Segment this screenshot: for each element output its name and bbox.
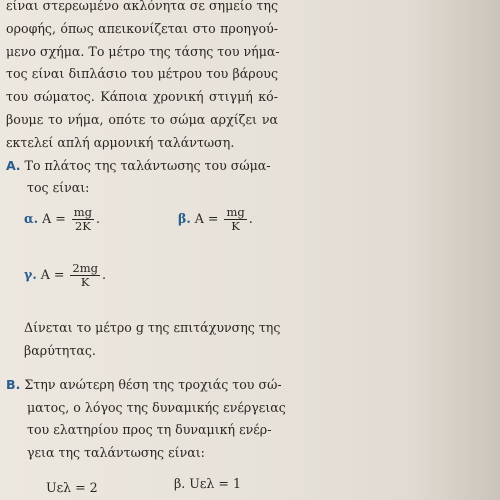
question-text: τος είναι:: [27, 180, 90, 195]
body-text-line: εκτελεί απλή αρμονική ταλάντωση.: [6, 135, 235, 150]
denominator: K: [231, 219, 240, 233]
question-text: Στην ανώτερη θέση της τροχιάς του σώ-: [24, 377, 282, 392]
denominator: 2K: [74, 219, 91, 233]
question-a-heading: [6, 156, 271, 176]
option-lhs: A =: [42, 211, 66, 226]
option-b: [178, 206, 253, 233]
question-b-heading: [6, 375, 282, 395]
option-partial-a: Uελ = 2: [46, 480, 98, 495]
body-text-line: του σώματος. Κάποια χρονική στιγμή κό-: [6, 89, 278, 104]
body-text-line: βουμε το νήμα, οπότε το σώμα αρχίζει να: [6, 112, 278, 127]
denominator: K: [80, 275, 90, 289]
punctuation: .: [248, 211, 253, 226]
numerator: 2mg: [72, 261, 98, 275]
option-lhs: A =: [194, 211, 219, 226]
given-text: βαρύτητας.: [24, 343, 96, 358]
fraction: [72, 206, 94, 233]
fraction: [70, 262, 100, 289]
option-label: γ.: [24, 267, 37, 282]
option-c: [24, 262, 106, 289]
question-text: Το πλάτος της ταλάντωσης του σώμα-: [24, 158, 271, 173]
option-partial-b: β. Uελ = 1: [174, 476, 241, 491]
question-text: γεια της ταλάντωσης είναι:: [27, 445, 205, 460]
option-lhs: A =: [40, 267, 65, 282]
question-label: Α.: [6, 158, 21, 173]
numerator: mg: [226, 205, 245, 219]
body-text-line: μενο σχήμα. Το μέτρο της τάσης του νήμα-: [6, 44, 280, 59]
option-label: α.: [24, 211, 39, 226]
fraction: [224, 206, 246, 233]
question-text: ματος, ο λόγος της δυναμικής ενέργειας: [27, 400, 286, 415]
question-label: Β.: [6, 377, 21, 392]
body-text-line: τος είναι διπλάσιο του μέτρου του βάρους: [6, 66, 278, 81]
option-label: β.: [178, 211, 191, 226]
given-text: Δίνεται το μέτρο g της επιτάχυνσης της: [24, 320, 281, 335]
punctuation: .: [101, 267, 106, 282]
body-text-line: οροφής, όπως απεικονίζεται στο προηγού-: [6, 21, 278, 36]
body-text-line: είναι στερεωμένο ακλόνητα σε σημείο της: [6, 0, 278, 13]
page-curve-shadow: [410, 0, 500, 500]
punctuation: .: [96, 211, 101, 226]
question-text: του ελατηρίου προς τη δυναμική ενέρ-: [27, 422, 272, 437]
option-a: [24, 206, 100, 233]
numerator: mg: [73, 205, 93, 219]
